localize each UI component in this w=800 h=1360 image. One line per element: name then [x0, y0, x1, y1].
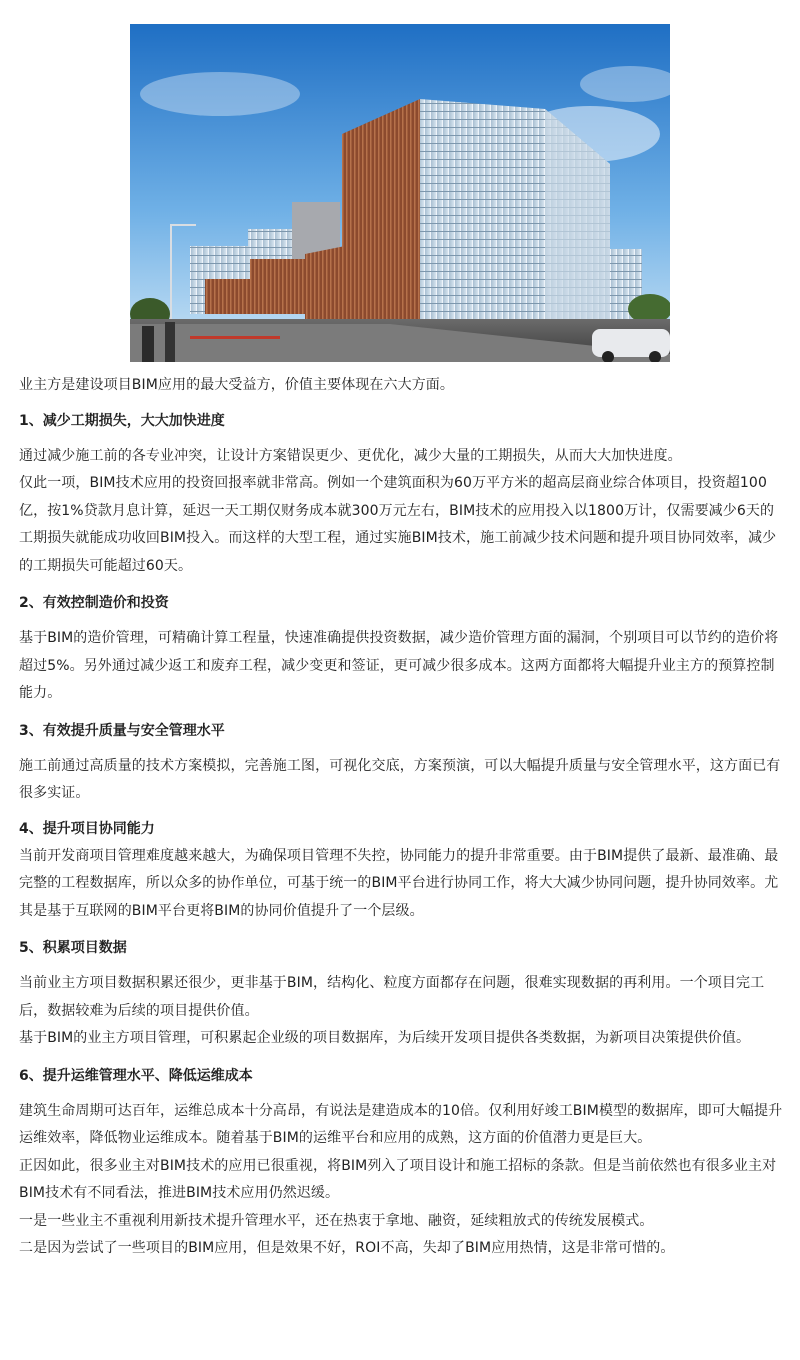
section-heading-5: 5、积累项目数据 — [19, 940, 127, 956]
section-5-paragraph-2: 基于BIM的业主方项目管理，可积累起企业级的项目数据库，为后续开发项目提供各类数据，为新项目决策提供价值。 — [19, 1030, 751, 1046]
section-6-paragraph-3: 一是一些业主不重视利用新技术提升管理水平，还在热衷于拿地、融资，延续粗放式的传统发展模式。 — [19, 1212, 654, 1229]
section-1-paragraph-2: 仅此一项，BIM技术应用的投资回报率就非常高。例如一个建筑面积为60万平方米的超高层商业综合体项目，投资超100亿，按1%贷款月息计算，延迟一天工期仅财务成本就300万元左右，BIM技术的应用投入以1800万计，仅需要减少6天的工期损失就能成功收回BIM投入。而这样的大型工程，通过实施BIM技术，施工前减少技术问题和提升项目协同效率，减少的工期损失可能超过60天。 — [19, 475, 777, 574]
section-heading-1: 1、减少工期损失，大大加快进度 — [19, 412, 225, 429]
article-body — [19, 372, 784, 1263]
hero-building-image — [130, 24, 670, 362]
section-heading-4: 4、提升项目协同能力 — [19, 820, 155, 837]
section-heading-3: 3、有效提升质量与安全管理水平 — [19, 722, 225, 739]
section-6-paragraph-2: 正因如此，很多业主对BIM技术的应用已很重视，将BIM列入了项目设计和施工招标的条款。但是当前依然也有很多业主对BIM技术有不同看法，推进BIM技术应用仍然迟缓。 — [19, 1157, 777, 1201]
intro-text: 业主方是建设项目BIM应用的最大受益方，价值主要体现在六大方面。 — [19, 377, 455, 393]
section-3-paragraph-1: 施工前通过高质量的技术方案模拟，完善施工图，可视化交底，方案预演，可以大幅提升质量与安全管理水平，这方面已有很多实证。 — [19, 757, 781, 801]
section-2-paragraph-1: 基于BIM的造价管理，可精确计算工程量，快速准确提供投资数据，减少造价管理方面的漏洞，个别项目可以节约的造价将超过5%。另外通过减少返工和废弃工程，减少变更和签证，更可减少很多成本。这两方面都将大幅提升业主方的预算控制能力。 — [19, 630, 779, 701]
section-heading-6: 6、提升运维管理水平、降低运维成本 — [19, 1067, 253, 1084]
section-4-paragraph-1: 当前开发商项目管理难度越来越大，为确保项目管理不失控，协同能力的提升非常重要。由于BIM提供了最新、最准确、最完整的工程数据库，所以众多的协作单位，可基于统一的BIM平台进行协同工作，将大大减少协同问题，提升协同效率。尤其是基于互联网的BIM平台更将BIM的协同价值提升了一个层级。 — [19, 847, 779, 919]
section-1-paragraph-1: 通过减少施工前的各专业冲突，让设计方案错误更少、更优化，减少大量的工期损失，从而大大加快进度。 — [19, 447, 682, 464]
section-heading-2: 2、有效控制造价和投资 — [19, 595, 169, 611]
section-5-paragraph-1: 当前业主方项目数据积累还很少，更非基于BIM，结构化、粒度方面都存在问题，很难实现数据的再利用。一个项目完工后，数据较难为后续的项目提供价值。 — [19, 975, 765, 1019]
section-6-paragraph-1: 建筑生命周期可达百年，运维总成本十分高昂，有说法是建造成本的10倍。仅利用好竣工BIM模型的数据库，即可大幅提升运维效率，降低物业运维成本。随着基于BIM的运维平台和应用的成熟，这方面的价值潜力更是巨大。 — [19, 1102, 783, 1146]
section-6-paragraph-4: 二是因为尝试了一些项目的BIM应用，但是效果不好，ROI不高，失却了BIM应用热情，这是非常可惜的。 — [19, 1240, 675, 1256]
